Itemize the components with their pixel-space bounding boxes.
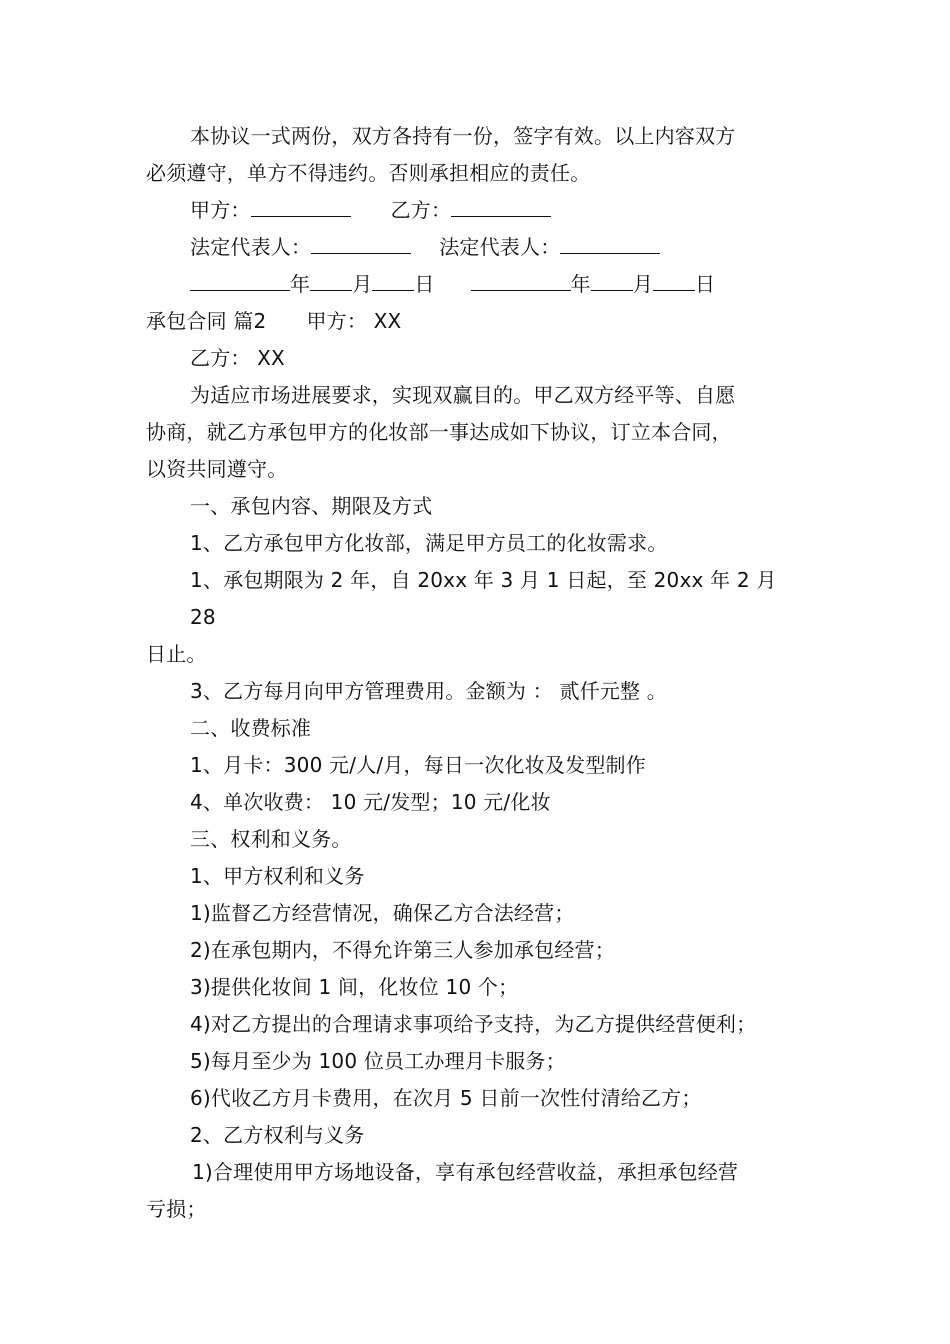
clause-item-cont: 日止。 [146, 642, 207, 666]
rep-b-label: 法定代表人： [439, 235, 561, 259]
intro-paragraph-cont: 协商，就乙方承包甲方的化妆部一事达成如下协议，订立本合同， [146, 420, 732, 444]
party-b-label: 乙方： [390, 198, 452, 222]
date-a-year-blank [190, 266, 290, 291]
date-month-label: 月 [352, 272, 373, 296]
date-a-month-blank [310, 266, 352, 291]
date-month-label: 月 [632, 272, 654, 296]
clause-item: 1、承包期限为 2 年，自 20xx 年 3 月 1 日起，至 20xx 年 2 月 28 [190, 568, 777, 629]
party-a-label: 甲方： [190, 198, 251, 222]
clause-item: 1、乙方承包甲方化妆部，满足甲方员工的化妆需求。 [190, 531, 668, 555]
date-a-day-blank [372, 266, 414, 291]
signature-parties-row [146, 192, 808, 229]
clause-item: 3)提供化妆间 1 间，化妆位 10 个； [190, 975, 519, 999]
party-b-line: 乙方： XX [190, 346, 285, 370]
intro-paragraph: 为适应市场进展要求，实现双赢目的。甲乙双方经平等、自愿 [190, 383, 736, 407]
paragraph-copies [146, 118, 808, 155]
date-b-year-blank [471, 266, 571, 291]
date-day-label: 日 [695, 272, 716, 296]
rep-b-blank [560, 229, 660, 254]
clause-item: 5)每月至少为 100 位员工办理月卡服务； [190, 1049, 566, 1073]
clause-item: 1、月卡：300 元/人/月，每日一次化妆及发型制作 [190, 753, 646, 777]
contract-title-line [146, 303, 808, 340]
date-year-label: 年 [290, 272, 311, 296]
clause-item: 4、单次收费： 10 元/发型；10 元/化妆 [190, 790, 551, 814]
intro-paragraph-cont: 以资共同遵守。 [146, 457, 288, 481]
clause-item: 1)合理使用甲方场地设备，享有承包经营收益，承担承包经营 [192, 1160, 739, 1184]
date-day-label: 日 [414, 272, 435, 296]
clause-item-cont: 亏损； [146, 1197, 207, 1221]
date-b-day-blank [653, 266, 695, 291]
subsection-heading: 1、甲方权利和义务 [190, 864, 365, 888]
contract-title: 承包合同 篇2 [146, 309, 267, 333]
rep-a-blank [311, 229, 411, 254]
section-heading: 二、收费标准 [190, 716, 312, 740]
party-b-blank [451, 192, 551, 217]
clause-item: 4)对乙方提出的合理请求事项给予支持，为乙方提供经营便利； [190, 1012, 757, 1036]
signature-date-row [146, 266, 808, 303]
document-body [146, 118, 808, 1228]
rep-a-label: 法定代表人： [190, 235, 312, 259]
party-a-blank [251, 192, 351, 217]
title-party-a: 甲方： XX [306, 309, 402, 333]
section-heading: 一、承包内容、期限及方式 [190, 494, 433, 518]
clause-item: 6)代收乙方月卡费用，在次月 5 日前一次性付清给乙方； [190, 1086, 702, 1110]
date-b-month-blank [591, 266, 633, 291]
clause-item: 1)监督乙方经营情况，确保乙方合法经营； [190, 901, 575, 925]
text-line: 本协议一式两份，双方各持有一份，签字有效。以上内容双方 [190, 124, 736, 148]
clause-item: 2)在承包期内，不得允许第三人参加承包经营； [190, 938, 615, 962]
date-year-label: 年 [570, 272, 591, 296]
subsection-heading: 2、乙方权利与义务 [190, 1123, 365, 1147]
section-heading: 三、权利和义务。 [190, 827, 352, 851]
paragraph-copies-cont: 必须遵守，单方不得违约。否则承担相应的责任。 [146, 161, 591, 185]
signature-rep-row [146, 229, 808, 266]
clause-item: 3、乙方每月向甲方管理费用。金额为 ： 贰仟元整 。 [190, 679, 667, 703]
